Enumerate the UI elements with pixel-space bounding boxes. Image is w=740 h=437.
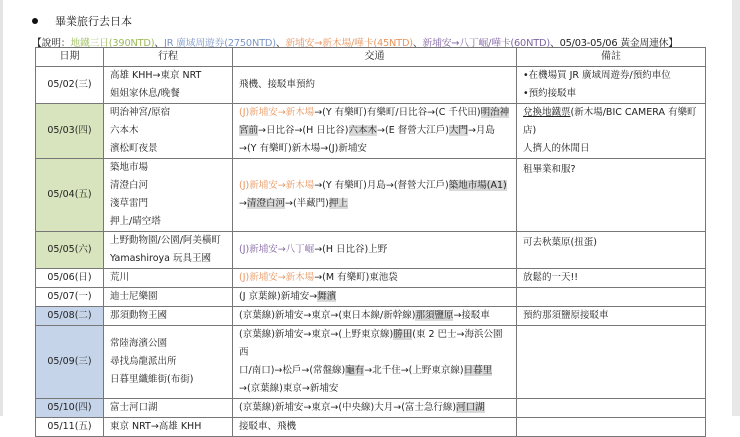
itinerary-cell	[104, 418, 233, 437]
transport-segment: 日暮里	[463, 365, 493, 376]
transport-line	[239, 288, 510, 306]
note-item: •預約接駁車	[523, 88, 577, 99]
itinerary-cell	[104, 288, 233, 307]
itinerary-cell	[104, 232, 233, 269]
transport-cell	[233, 67, 517, 104]
note-item: •在機場買 JR 廣域周遊券/預約車位	[523, 70, 671, 81]
transport-line	[239, 418, 510, 436]
date-cell: 05/10(四)	[36, 399, 104, 418]
itinerary-item: 常陸海濱公園	[110, 338, 168, 349]
itinerary-cell	[104, 307, 233, 326]
date-cell: 05/08(二)	[36, 307, 104, 326]
date-cell: 05/11(五)	[36, 418, 104, 437]
date-cell: 05/07(一)	[36, 288, 104, 307]
transport-segment: 河口湖	[456, 402, 485, 413]
itinerary-cell	[104, 104, 233, 159]
transport-segment: 六本木	[348, 125, 378, 136]
transport-segment: →日比谷→(H 日比谷)	[258, 125, 349, 136]
transport-segment: 宮前	[239, 125, 259, 136]
transport-segment: 飛機、接駁車預約	[239, 79, 316, 90]
note-item: 預約那須鹽原接駁車	[523, 310, 609, 321]
header-itinerary: 行程	[104, 48, 233, 67]
transport-segment: 押上	[328, 198, 348, 209]
transport-segment: →	[239, 198, 247, 209]
itinerary-cell	[104, 326, 233, 399]
itinerary-item: 上野動物園/公園/阿美橫町	[110, 235, 221, 246]
transport-line	[239, 241, 510, 259]
transport-cell	[233, 288, 517, 307]
itinerary-cell	[104, 67, 233, 104]
itinerary-item: 六本木	[110, 125, 139, 136]
table-row	[36, 307, 706, 326]
transport-cell	[233, 418, 517, 437]
legend-segment: 地鐵三日(390NTD)	[70, 38, 155, 49]
transport-segment: →(Y 有樂町)新木場→(J)新埔安	[239, 143, 367, 154]
legend-segment: 新埔安→八丁崛/嘩卡(60NTD)	[422, 38, 550, 49]
notes-cell	[517, 418, 706, 437]
table-row	[36, 67, 706, 104]
itinerary-item: 荒川	[110, 272, 130, 283]
date-cell: 05/09(三)	[36, 326, 104, 399]
transport-cell	[233, 307, 517, 326]
transport-segment: (J)新埔安→新木場	[239, 272, 315, 283]
notes-cell	[517, 269, 706, 288]
table-row	[36, 159, 706, 232]
notes-cell	[517, 399, 706, 418]
transport-segment: 接駁車、飛機	[239, 421, 297, 432]
table-row	[36, 288, 706, 307]
legend-segment: 新埔安→新木場/嘩卡(45NTD)	[285, 38, 413, 49]
header-date: 日期	[36, 48, 104, 67]
transport-segment: 舞濱	[317, 291, 337, 302]
transport-cell	[233, 269, 517, 288]
legend-segment: 【說明：	[32, 38, 71, 49]
notes-cell	[517, 232, 706, 269]
itinerary-item: 姐姐家休息/晚餐	[110, 88, 180, 99]
date-cell: 05/02(三)	[36, 67, 104, 104]
transport-line	[239, 399, 510, 417]
table-row	[36, 269, 706, 288]
transport-segment: (東 2 巴士→海浜公園西	[239, 329, 503, 358]
transport-segment: →(Y 有樂町)有樂町/日比谷→(C 千代田)	[314, 107, 481, 118]
note-item: 可去秋葉原(扭蛋)	[523, 237, 597, 248]
table-row	[36, 399, 706, 418]
transport-segment: 勝田	[393, 329, 413, 340]
transport-segment: →接駁車	[453, 310, 490, 321]
itinerary-item: 尋找烏龍派出所	[110, 356, 177, 367]
legend-segment: 、	[154, 38, 164, 49]
itinerary-item: 築地市場	[110, 162, 149, 173]
table-row	[36, 326, 706, 399]
transport-segment: (J)新埔安→新木場	[239, 180, 315, 191]
underlined-text: 兌換地鐵票	[523, 107, 571, 118]
itinerary-item: 迪士尼樂園	[110, 291, 158, 302]
transport-segment: (J 京葉線)新埔安→	[239, 291, 318, 302]
itinerary-item: 押上/晴空塔	[110, 216, 161, 227]
itinerary-item: 東京 NRT→高雄 KHH	[110, 421, 202, 432]
legend-segment: 、	[275, 38, 286, 49]
notes-cell	[517, 104, 706, 159]
date-cell: 05/06(日)	[36, 269, 104, 288]
itinerary-table	[35, 47, 706, 437]
legend-segment: 、	[412, 38, 423, 49]
transport-line	[239, 76, 510, 94]
transport-segment: →(Y 有樂町)月島→(督營大江戶)	[314, 180, 449, 191]
transport-line	[239, 269, 510, 287]
transport-line	[239, 122, 510, 140]
transport-cell	[233, 399, 517, 418]
date-cell: 05/04(五)	[36, 159, 104, 232]
header-notes: 備註	[517, 48, 706, 67]
table-row	[36, 418, 706, 437]
itinerary-item: 清澄白河	[110, 180, 149, 191]
transport-cell	[233, 159, 517, 232]
itinerary-item: 那須動物王國	[110, 310, 168, 321]
date-cell: 05/03(四)	[36, 104, 104, 159]
transport-segment: 口/南口)→松戶→(常盤線)	[239, 365, 346, 376]
itinerary-item: 明治神宮/原宿	[110, 107, 171, 118]
itinerary-item: 淺草雷門	[110, 198, 149, 209]
transport-line	[239, 326, 510, 362]
heading-text: 畢業旅行去日本	[55, 15, 132, 28]
note-item: 人擠人的休閒日	[523, 143, 590, 154]
page-edge-right	[732, 0, 740, 416]
note-item: 兌換地鐵票(新木場/BIC CAMERA 有樂町店)	[523, 107, 697, 136]
transport-segment: 清澄白河	[246, 198, 285, 209]
itinerary-cell	[104, 269, 233, 288]
transport-segment: →(M 有樂町)東池袋	[314, 272, 398, 283]
table-row	[36, 104, 706, 159]
transport-segment: →(E 督營大江戶)	[377, 125, 449, 136]
transport-line	[239, 307, 510, 325]
transport-line	[239, 380, 510, 398]
transport-cell	[233, 326, 517, 399]
itinerary-item: 日暮里纖維街(布街)	[110, 374, 194, 385]
itinerary-item: 富士河口湖	[110, 402, 158, 413]
itinerary-cell	[104, 399, 233, 418]
transport-line	[239, 140, 510, 158]
transport-segment: 大門	[448, 125, 468, 136]
bullet-icon	[32, 18, 38, 24]
section-heading	[32, 13, 132, 29]
transport-segment: 明治神	[480, 107, 510, 118]
transport-segment: (京葉線)新埔安→東京→(中央線)大月→(富士急行線)	[239, 402, 457, 413]
transport-line	[239, 104, 510, 122]
transport-segment: (J)新埔安→新木場	[239, 107, 315, 118]
table-header-row	[36, 48, 706, 67]
itinerary-item: 高雄 KHH→東京 NRT	[110, 70, 202, 81]
transport-cell	[233, 104, 517, 159]
legend-segment: 、05/03-05/06 黃金周連休】	[549, 38, 678, 49]
notes-cell	[517, 159, 706, 232]
transport-segment: 龜有	[345, 365, 365, 376]
note-item: 放鬆的一天!!	[523, 272, 579, 283]
notes-cell	[517, 326, 706, 399]
transport-line	[239, 195, 510, 213]
notes-cell	[517, 307, 706, 326]
transport-segment: 築地市場(A1)	[448, 180, 507, 191]
itinerary-item: Yamashiroya 玩具王國	[110, 253, 211, 264]
notes-cell	[517, 288, 706, 307]
transport-segment: →月島	[467, 125, 495, 136]
legend-segment: JR 廣域周遊券(2750NTD)	[164, 38, 276, 49]
date-cell: 05/05(六)	[36, 232, 104, 269]
transport-segment: →(京葉線)東京→新埔安	[239, 383, 339, 394]
table-row	[36, 232, 706, 269]
page-edge-left	[0, 0, 3, 416]
transport-segment: (J)新埔安→八丁崛	[239, 244, 315, 255]
transport-segment: →北千住→(上野東京線)	[364, 365, 464, 376]
transport-line	[239, 177, 510, 195]
transport-segment: →(H 日比谷)上野	[314, 244, 388, 255]
transport-segment: (京葉線)新埔安→東京→(東日本線/新幹線)	[239, 310, 416, 321]
itinerary-cell	[104, 159, 233, 232]
transport-cell	[233, 232, 517, 269]
header-transport: 交通	[233, 48, 517, 67]
transport-segment: →(半藏門)	[284, 198, 329, 209]
transport-line	[239, 362, 510, 380]
notes-cell	[517, 67, 706, 104]
note-item: 租畢業和服?	[523, 164, 576, 175]
transport-segment: (京葉線)新埔安→東京→(上野東京線)	[239, 329, 394, 340]
itinerary-item: 濱松町夜景	[110, 143, 158, 154]
transport-segment: 那須鹽原	[415, 310, 454, 321]
